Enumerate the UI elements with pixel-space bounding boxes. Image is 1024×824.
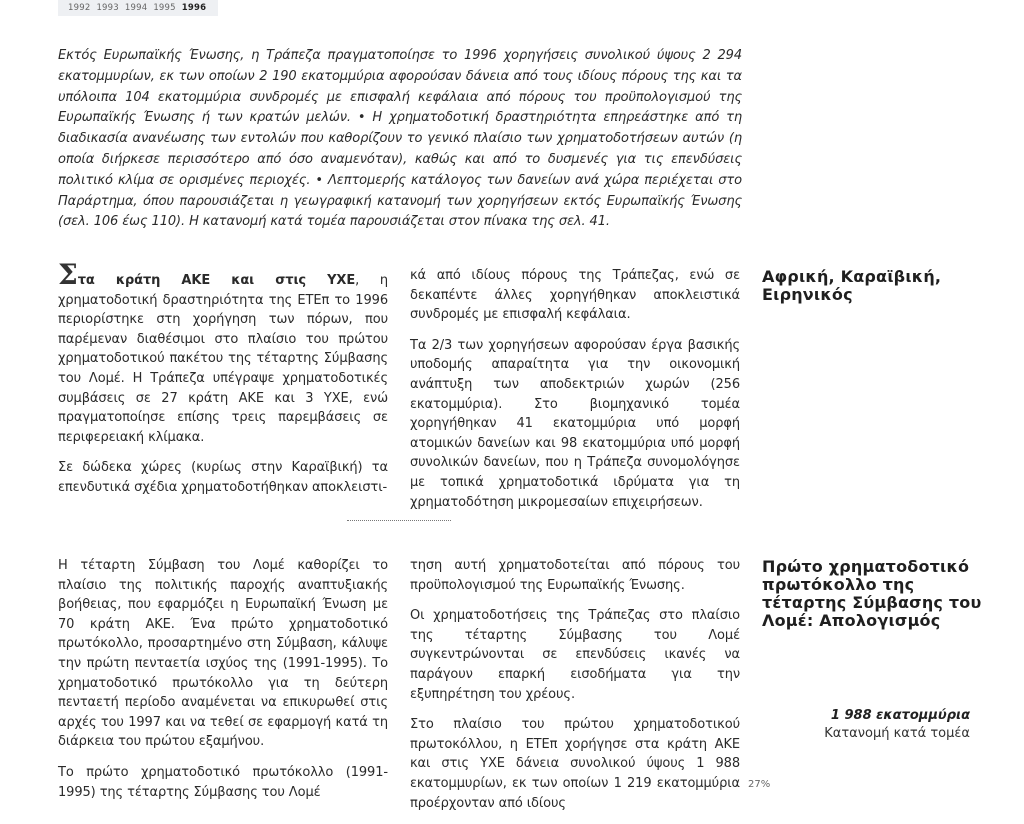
section2-column1 <box>58 556 388 813</box>
stat-total-value: 1 988 εκατομμύρια <box>830 708 970 723</box>
section1-column1 <box>58 258 388 509</box>
section2-col2-paragraph3: Στο πλαίσιο του πρώτου χρηματοδοτικού πρωτοκόλλου, η ΕΤΕπ χορήγησε στα κράτη ΑΚΕ και στις ΥΧΕ δάνεια συνολικού ύψους 1 988 εκατομμυρίων, εκ των οποίων 1 219 εκατομμύρια προέρχονταν από ιδίους <box>410 717 740 811</box>
section1-col1-paragraph2: Σε δώδεκα χώρες (κυρίως στην Καραϊβική) τα επενδυτικά σχέδια χρηματοδοτήθηκαν αποκλειστι- <box>58 460 388 495</box>
dropcap-letter: Σ <box>58 258 78 291</box>
intro-paragraph: Εκτός Ευρωπαϊκής Ένωσης, η Τράπεζα πραγματοποίησε το 1996 χορηγήσεις συνολικού ύψους 2 294 εκατομμυρίων, εκ των οποίων 2 190 εκατομμύρια αφορούσαν δάνεια από τους ιδίους πόρους της και τα υπόλοιπα 104 εκατομμύρια συνδρομές με επισφαλή κεφάλαια από πόρους του προϋπολογισμού της Ευρωπαϊκής Ένωσης ή των κρατών μελών. • Η χρηματοδοτική δραστηριότητα επηρεάστηκε από τη διαδικασία ανανέωσης των εντολών που καθορίζουν το γενικό πλαίσιο των χρηματοδοτήσεων αυτών (η οποία διήρκεσε περισσότερο από όσο αναμενόταν), καθώς και από το δυσμενές για τις επενδύσεις πολιτικό κλίμα σε ορισμένες περιοχές. • Λεπτομερής κατάλογος των δανείων ανά χώρα περιέχεται στο Παράρτημα, όπου παρουσιάζεται η γεωγραφική κατανομή των χορηγήσεων εκτός Ευρωπαϊκής Ένωσης (σελ. 106 έως 110). Η κατανομή κατά τομέα παρουσιάζεται στον πίνακα της σελ. 41. <box>58 48 742 230</box>
section1-heading: Αφρική, Καραϊβική, Ειρηνικός <box>762 267 942 304</box>
section1-column2 <box>410 266 740 523</box>
section2-heading: Πρώτο χρηματοδοτικό πρωτόκολλο της τέταρτης Σύμβασης του Λομέ: Απολογισμός <box>762 557 982 630</box>
section2-col1-paragraph1: Η τέταρτη Σύμβαση του Λομέ καθορίζει το πλαίσιο της πολιτικής παροχής αναπτυξιακής βοήθειας, που εφαρμόζει η Ευρωπαϊκή Ένωση με 70 κράτη ΑΚΕ. Ένα πρώτο χρηματοδοτικό πρωτόκολλο, προσαρτημένο στη Σύμβαση, κάλυψε την πρώτη πενταετία ισχύος της (1991-1995). Το χρηματοδοτικό πρωτόκολλο για τη δεύτερη πενταετή περίοδο αναμένεται να επικυρωθεί στις αρχές του 1997 και να τεθεί σε εφαρμογή κατά τη διάρκεια του πρώτου εξαμήνου. <box>58 558 388 750</box>
stat-caption: Κατανομή κατά τομέα <box>824 726 970 741</box>
year-1992: 1992 <box>68 3 91 13</box>
section-divider <box>347 520 451 521</box>
chart-percentage-label: 27% <box>748 779 771 790</box>
section1-col2-paragraph1: κά από ιδίους πόρους της Τράπεζας, ενώ σε δεκαπέντε άλλες χορηγήθηκαν αποκλειστικά συνδρομές με επισφαλή κεφάλαια. <box>410 268 740 323</box>
year-1995: 1995 <box>153 3 176 13</box>
section2-col1-paragraph2: Το πρώτο χρηματοδοτικό πρωτόκολλο (1991-1995) της τέταρτης Σύμβασης του Λομέ <box>58 764 388 800</box>
year-1993: 1993 <box>96 3 119 13</box>
section1-col2-paragraph2: Τα 2/3 των χορηγήσεων αφορούσαν έργα βασικής υποδομής απαραίτητα για την οικονομική ανάπτυξη των αποδεκτριών χωρών (256 εκατομμύρια). Στο βιομηχανικό τομέα χορηγήθηκαν 41 εκατομμύρια υπό μορφή ατομικών δανείων και 98 εκατομμύρια υπό μορφή συνολικών δανείων, που η Τράπεζα συνομολόγησε με τοπικά χρηματοδοτικά ιδρύματα για τη χρηματοδότηση μικρομεσαίων επιχειρήσεων. <box>410 337 740 510</box>
section1-col1-p1-text: , η χρηματοδοτική δραστηριότητα της ΕΤΕπ το 1996 περιορίστηκε στη χορήγηση των πόρων, που παρέμεναν διαθέσιμοι στο πλαίσιο του πρώτου χρηματοδοτικού πακέτου της τέταρτης Σύμβασης του Λομέ. Η Τράπεζα υπέγραψε χρηματοδοτικές συμβάσεις σε 27 κράτη ΑΚΕ και 3 ΥΧΕ, ενώ πραγματοποίησε επίσης τρεις παρεμβάσεις σε περιφερειακή κλίμακα. <box>58 273 388 445</box>
section1-col1-paragraph1 <box>58 258 388 447</box>
lead-in-bold: τα κράτη ΑΚΕ και στις ΥΧΕ <box>77 273 356 288</box>
section2-column2 <box>410 556 740 824</box>
section2-col2-paragraph2: Οι χρηματοδοτήσεις της Τράπεζας στο πλαίσιο της τέταρτης Σύμβασης του Λομέ συγκεντρώνονται σε επενδύσεις ικανές να παράγουν επαρκή εισοδήματα για την εξυπηρέτηση του χρέους. <box>410 608 740 702</box>
year-navigation <box>58 0 218 16</box>
section2-col2-paragraph1: τηση αυτή χρηματοδοτείται από πόρους του προϋπολογισμού της Ευρωπαϊκής Ένωσης. <box>410 558 740 593</box>
year-1996-current: 1996 <box>181 3 207 13</box>
year-1994: 1994 <box>124 3 148 13</box>
stat-block <box>740 708 970 741</box>
